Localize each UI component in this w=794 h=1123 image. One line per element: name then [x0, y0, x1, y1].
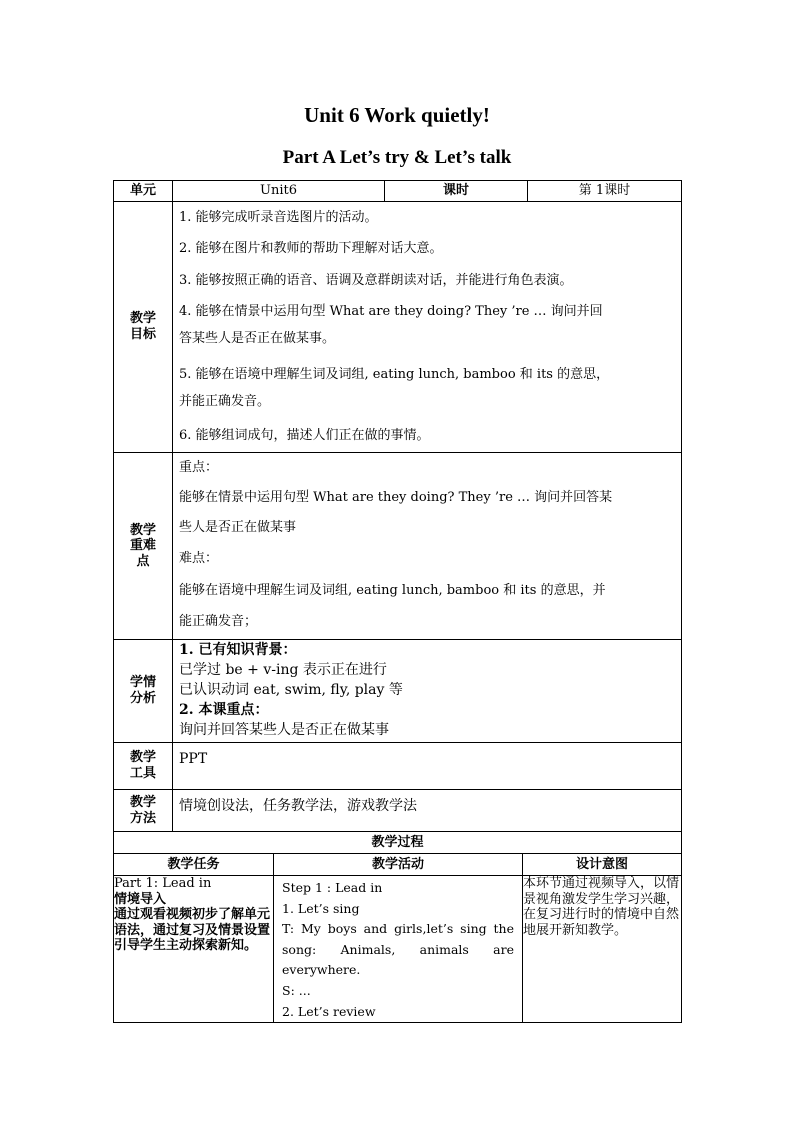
tools-row	[114, 743, 682, 790]
objective-item: 答某些人是否正在做某事。	[179, 331, 336, 347]
header-row	[114, 181, 682, 202]
col-activity-header: 教学活动	[274, 854, 523, 876]
key-points-label: 教学 重难 点	[114, 453, 173, 640]
process-row	[114, 876, 682, 1023]
activity-cell	[274, 876, 523, 1023]
analysis-line: 询问并回答某些人是否正在做某事	[179, 722, 389, 738]
objective-item: 4. 能够在情景中运用句型 What are they doing? They ’re … 询问并回	[179, 303, 603, 319]
task-cell	[114, 876, 274, 1023]
methods-label: 教学 方法	[114, 790, 173, 832]
difficulty-line: 能够在语境中理解生词及词组, eating lunch, bamboo 和 its 的意思，并	[179, 583, 606, 598]
focus-line: 些人是否正在做某事	[179, 520, 297, 535]
process-header-row	[114, 854, 682, 876]
activity-line: 2. Let’s review	[282, 1003, 376, 1019]
analysis-content	[173, 640, 682, 743]
methods-value: 情境创设法，任务教学法，游戏教学法	[173, 790, 682, 832]
objectives-label: 教学 目标	[114, 202, 173, 453]
objective-item: 5. 能够在语境中理解生词及词组, eating lunch, bamboo 和 its 的意思，	[179, 367, 610, 383]
process-title: 教学过程	[114, 832, 682, 854]
activity-line: T: My boys and girls,let’s sing the	[282, 921, 514, 937]
difficulty-line: 能正确发音；	[179, 614, 258, 629]
unit-label: 单元	[114, 181, 173, 202]
analysis-heading: 2. 本课重点：	[179, 702, 269, 718]
activity-line: everywhere.	[282, 962, 361, 978]
activity-line: S: ...	[282, 982, 311, 998]
analysis-label: 学情 分析	[114, 640, 173, 743]
analysis-line: 已学过 be + v-ing 表示正在进行	[179, 662, 387, 678]
document-subtitle: Part A Let’s try & Let’s talk	[282, 147, 512, 168]
key-points-row	[114, 453, 682, 640]
task-title: 情境导入	[114, 891, 167, 907]
objectives-content	[173, 202, 682, 453]
activity-line: song: Animals, animals are	[282, 941, 514, 957]
unit-value: Unit6	[173, 181, 385, 202]
tools-value: PPT	[173, 743, 682, 790]
methods-row	[114, 790, 682, 832]
objective-item: 并能正确发音。	[179, 394, 271, 410]
document-title: Unit 6 Work quietly!	[304, 103, 490, 127]
objective-item: 6. 能够组词成句，描述人们正在做的事情。	[179, 428, 430, 444]
col-task-header: 教学任务	[114, 854, 274, 876]
period-value: 第 1课时	[528, 181, 682, 202]
analysis-heading: 1. 已有知识背景：	[179, 642, 297, 658]
activity-line: Step 1 : Lead in	[282, 880, 383, 895]
task-part: Part 1: Lead in	[114, 876, 212, 891]
lesson-plan-table	[113, 180, 682, 832]
process-table	[113, 831, 682, 1023]
objectives-row	[114, 202, 682, 453]
analysis-row	[114, 640, 682, 743]
intent-cell: 本环节通过视频导入，以情景视角激发学生学习兴趣，在复习进行时的情境中自然地展开新知教学。	[523, 876, 682, 1023]
col-intent-header: 设计意图	[523, 854, 682, 876]
focus-line: 能够在情景中运用句型 What are they doing? They ’re … 询问并回答某	[179, 490, 613, 505]
key-points-content	[173, 453, 682, 640]
analysis-line: 已认识动词 eat, swim, fly, play 等	[179, 682, 403, 698]
process-title-row	[114, 832, 682, 854]
objective-item: 1. 能够完成听录音选图片的活动。	[179, 210, 378, 225]
activity-line: 1. Let’s sing	[282, 900, 360, 916]
period-label: 课时	[385, 181, 528, 202]
objective-item: 2. 能够在图片和教师的帮助下理解对话大意。	[179, 241, 443, 257]
focus-title: 重点：	[179, 460, 219, 475]
tools-label: 教学 工具	[114, 743, 173, 790]
objective-item: 3. 能够按照正确的语音、语调及意群朗读对话，并能进行角色表演。	[179, 272, 573, 288]
difficulty-title: 难点：	[179, 551, 219, 566]
task-description: 通过观看视频初步了解单元语法，通过复习及情景设置引导学生主动探索新知。	[114, 907, 271, 954]
